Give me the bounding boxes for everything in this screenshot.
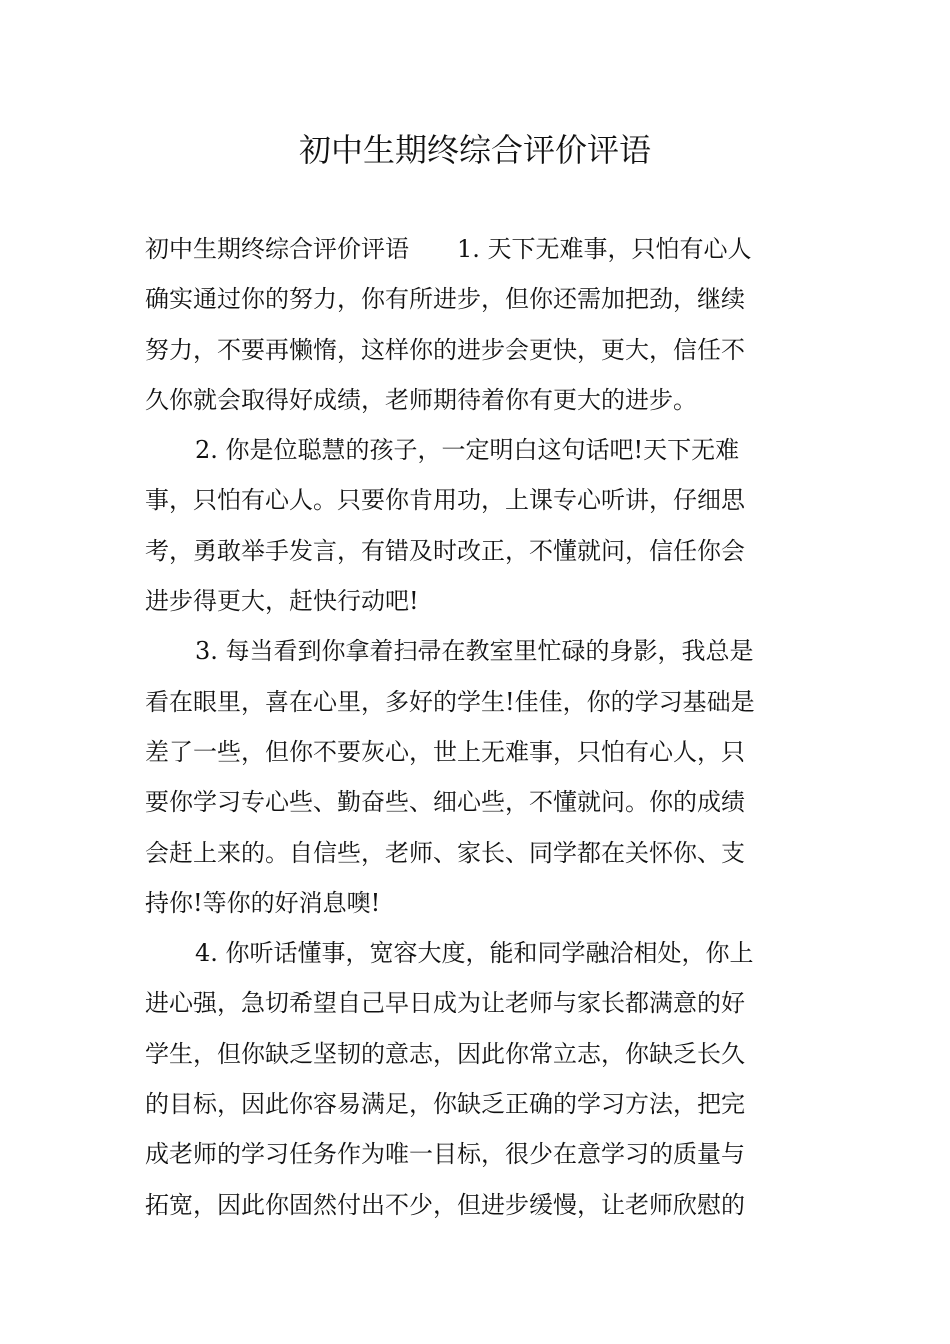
paragraph-line: 4. 你听话懂事，宽容大度，能和同学融洽相处，你上 <box>195 939 754 968</box>
paragraph-1 <box>145 224 807 425</box>
paragraph-line: 会赶上来的。自信些，老师、家长、同学都在关怀你、支 <box>145 838 745 867</box>
paragraph-line: 3. 每当看到你拿着扫帚在教室里忙碌的身影，我总是 <box>195 637 754 666</box>
paragraph-line: 努力，不要再懒惰，这样你的进步会更快，更大，信任不 <box>145 335 745 364</box>
paragraph-4 <box>145 928 807 1230</box>
paragraph-line: 拓宽，因此你固然付出不少，但进步缓慢，让老师欣慰的 <box>145 1190 745 1219</box>
document-body <box>145 224 807 1230</box>
paragraph-line: 久你就会取得好成绩，老师期待着你有更大的进步。 <box>145 385 697 414</box>
paragraph-line: 差了一些，但你不要灰心，世上无难事，只怕有心人，只 <box>145 737 745 766</box>
paragraph-line: 2. 你是位聪慧的孩子，一定明白这句话吧!天下无难 <box>195 436 740 465</box>
paragraph-line: 学生，但你缺乏坚韧的意志，因此你常立志，你缺乏长久 <box>145 1039 745 1068</box>
paragraph-line: 持你!等你的好消息噢! <box>145 888 381 917</box>
paragraph-line: 进步得更大，赶快行动吧! <box>145 587 419 616</box>
paragraph-line: 要你学习专心些、勤奋些、细心些，不懂就问。你的成绩 <box>145 788 745 817</box>
document-title: 初中生期终综合评价评语 <box>298 131 651 169</box>
paragraph-line: 确实通过你的努力，你有所进步，但你还需加把劲，继续 <box>145 285 745 314</box>
paragraph-line: 初中生期终综合评价评语 1. 天下无难事，只怕有心人 <box>145 235 752 263</box>
paragraph-line: 事，只怕有心人。只要你肯用功，上课专心听讲，仔细思 <box>145 486 745 515</box>
paragraph-line: 看在眼里，喜在心里，多好的学生!佳佳，你的学习基础是 <box>145 687 755 716</box>
paragraph-line: 考，勇敢举手发言，有错及时改正，不懂就问，信任你会 <box>145 536 745 565</box>
paragraph-3 <box>145 626 807 928</box>
paragraph-2 <box>145 425 807 626</box>
paragraph-line: 成老师的学习任务作为唯一目标，很少在意学习的质量与 <box>145 1140 745 1169</box>
paragraph-line: 的目标，因此你容易满足，你缺乏正确的学习方法，把完 <box>145 1090 745 1119</box>
paragraph-line: 进心强，急切希望自己早日成为让老师与家长都满意的好 <box>145 989 745 1018</box>
